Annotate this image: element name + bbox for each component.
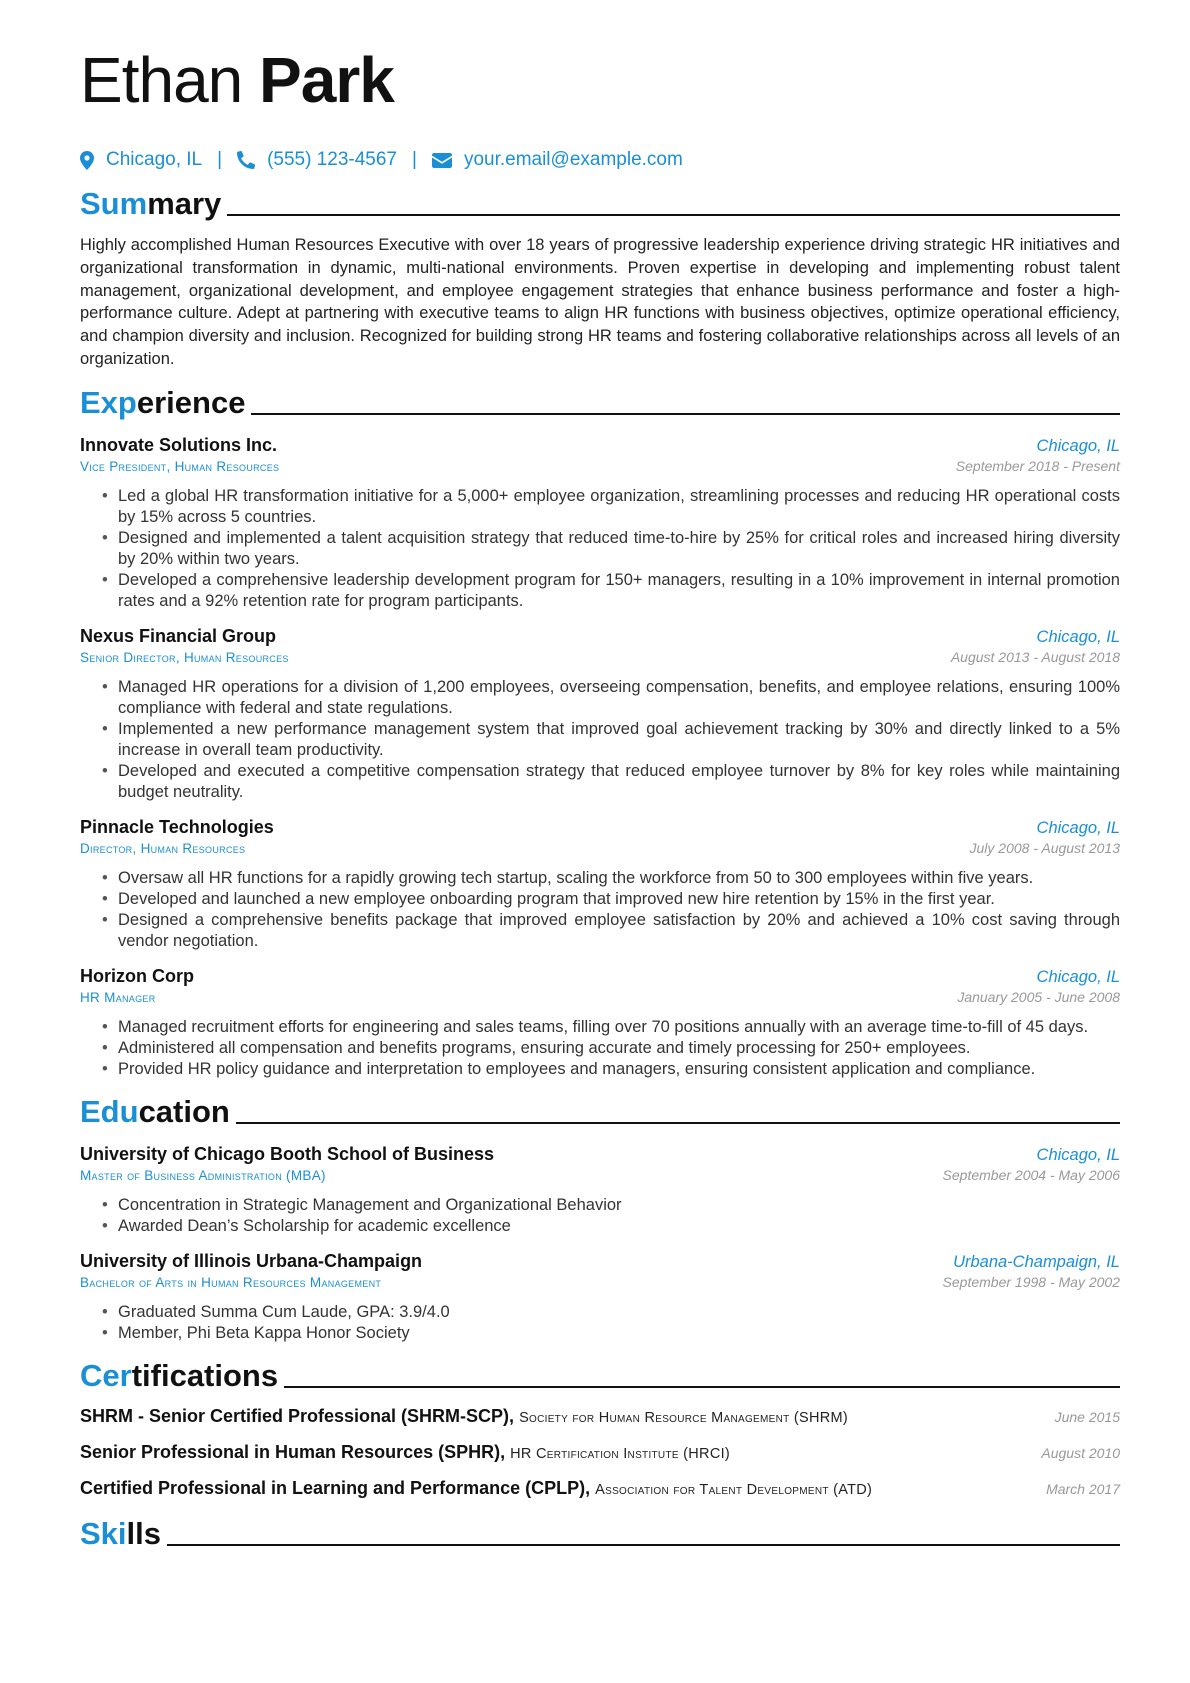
company-name: Pinnacle Technologies: [80, 816, 274, 837]
list-item: • Developed and launched a new employee onboarding program that improved new hire retention by 15% in the first year.: [102, 889, 1120, 910]
job-location: Chicago, IL: [1036, 818, 1120, 837]
job-location: Chicago, IL: [1036, 627, 1120, 646]
section-title-experience: Experience: [80, 384, 246, 420]
envelope-icon: [432, 153, 452, 168]
list-item: • Awarded Dean’s Scholarship for academic excellence: [102, 1216, 1120, 1237]
school-location: Urbana-Champaign, IL: [953, 1252, 1120, 1271]
degree: Master of Business Administration (MBA): [80, 1167, 326, 1183]
certification-name: Senior Professional in Human Resources (SPHR): [80, 1441, 501, 1462]
certification-item: Certified Professional in Learning and Performance (CPLP), Association for Talent Development (ATD) March 2017: [80, 1477, 1120, 1498]
school-name: University of Chicago Booth School of Business: [80, 1143, 495, 1164]
section-title-education: Education: [80, 1093, 230, 1129]
list-item: • Provided HR policy guidance and interpretation to employees and managers, ensuring consistent application and compliance.: [102, 1059, 1120, 1080]
section-title-certifications: Certifications: [80, 1357, 279, 1393]
job-title: Director, Human Resources: [80, 840, 246, 856]
bullet-list: [102, 677, 1120, 803]
education-dates: September 2004 - May 2006: [942, 1166, 1120, 1183]
certification-name: Certified Professional in Learning and Performance (CPLP): [80, 1477, 586, 1498]
list-item: • Graduated Summa Cum Laude, GPA: 3.9/4.0: [102, 1302, 1120, 1323]
contact-line: [80, 146, 1120, 174]
phone-icon: [237, 151, 255, 169]
map-pin-icon: [80, 151, 94, 170]
certification-date: August 2010: [1041, 1444, 1120, 1461]
list-item: • Concentration in Strategic Management and Organizational Behavior: [102, 1195, 1120, 1216]
resume-page: [80, 40, 1120, 1552]
certification-name: SHRM - Senior Certified Professional (SHRM-SCP): [80, 1405, 510, 1426]
summary-text: Highly accomplished Human Resources Executive with over 18 years of progressive leadership experience driving strategic HR initiatives and organizational transformation in dynamic, multi-national environments. Proven expertise in developing and implementing robust talent management, organizational development, and employee engagement strategies that enhance business performance and foster a high-performance culture. Adept at partnering with executive teams to align HR functions with business objectives, optimize operational efficiency, and champion diversity and inclusion. Recognized for building strong HR teams and fostering collaborative relationships across all levels of an organization.: [80, 236, 1120, 368]
education-entry: [80, 1249, 1120, 1344]
list-item: • Led a global HR transformation initiative for a 5,000+ employee organization, streamlining processes and reducing HR operational costs by 15% across 5 countries.: [102, 486, 1120, 528]
job-dates: July 2008 - August 2013: [969, 839, 1120, 856]
section-title-skills: Skills: [80, 1515, 161, 1551]
list-item: • Designed and implemented a talent acquisition strategy that reduced time-to-hire by 25% for critical roles and increased hiring diversity by 20% within two years.: [102, 528, 1120, 570]
list-item: • Designed a comprehensive benefits package that improved employee satisfaction by 20% and achieved a 10% cost saving through vendor negotiation.: [102, 910, 1120, 952]
company-name: Horizon Corp: [80, 965, 194, 986]
section-divider: [167, 1544, 1120, 1546]
experience-entry: [80, 815, 1120, 952]
certification-issuer: Association for Talent Development (ATD): [595, 1481, 873, 1498]
degree: Bachelor of Arts in Human Resources Management: [80, 1274, 382, 1290]
section-title-summary: Summary: [80, 186, 222, 221]
list-item: • Managed HR operations for a division of 1,200 employees, overseeing compensation, benefits, and employee relations, ensuring 100% compliance with federal and state regulations.: [102, 677, 1120, 719]
section-divider: [251, 413, 1120, 415]
list-item: • Managed recruitment efforts for engineering and sales teams, filling over 70 positions annually with an average time-to-fill of 45 days.: [102, 1017, 1120, 1038]
job-title: HR Manager: [80, 989, 156, 1005]
list-item: • Developed and executed a competitive compensation strategy that reduced employee turnover by 8% for key roles while maintaining budget neutrality.: [102, 761, 1120, 803]
location-text: Chicago, IL: [106, 149, 203, 170]
job-dates: August 2013 - August 2018: [950, 648, 1120, 665]
company-name: Innovate Solutions Inc.: [80, 434, 278, 455]
education-section-header: [80, 1094, 1120, 1130]
contact-location: [80, 149, 202, 171]
job-title: Vice President, Human Resources: [80, 458, 280, 474]
bullet-list: [102, 486, 1120, 612]
experience-entry: [80, 433, 1120, 612]
first-name: Ethan: [80, 44, 243, 116]
contact-separator: |: [412, 149, 417, 170]
summary-section-header: [80, 186, 1120, 222]
bullet-list: [102, 868, 1120, 952]
contact-separator: |: [217, 149, 223, 170]
certification-issuer: Society for Human Resource Management (SHRM): [519, 1409, 849, 1426]
contact-phone[interactable]: [237, 149, 397, 171]
phone-text: (555) 123-4567: [267, 149, 397, 170]
last-name: Park: [259, 44, 394, 116]
certification-date: March 2017: [1046, 1480, 1120, 1497]
experience-entry: [80, 624, 1120, 803]
job-title: Senior Director, Human Resources: [80, 649, 289, 665]
education-dates: September 1998 - May 2002: [942, 1273, 1120, 1290]
list-item: • Oversaw all HR functions for a rapidly growing tech startup, scaling the workforce from 50 to 300 employees within five years.: [102, 868, 1120, 889]
school-name: University of Illinois Urbana-Champaign: [80, 1250, 423, 1271]
certification-item: SHRM - Senior Certified Professional (SHRM-SCP), Society for Human Resource Management (SHRM) June 2015: [80, 1405, 1120, 1426]
candidate-name: [80, 40, 1120, 120]
email-text: your.email@example.com: [463, 149, 683, 170]
job-dates: September 2018 - Present: [955, 457, 1120, 474]
job-location: Chicago, IL: [1036, 436, 1120, 455]
job-location: Chicago, IL: [1036, 967, 1120, 986]
section-divider: [284, 1386, 1120, 1388]
bullet-list: [102, 1017, 1120, 1080]
certification-item: Senior Professional in Human Resources (SPHR), HR Certification Institute (HRCI) August 2010: [80, 1441, 1120, 1462]
list-item: • Developed a comprehensive leadership development program for 150+ managers, resulting in a 10% improvement in internal promotion rates and a 92% retention rate for program participants.: [102, 570, 1120, 612]
section-divider: [227, 214, 1120, 216]
bullet-list: [102, 1302, 1120, 1344]
contact-email[interactable]: [432, 149, 683, 171]
education-entry: [80, 1142, 1120, 1237]
list-item: • Member, Phi Beta Kappa Honor Society: [102, 1323, 1120, 1344]
skills-section-header: [80, 1516, 1120, 1552]
certifications-section-header: [80, 1358, 1120, 1394]
certification-date: June 2015: [1054, 1408, 1120, 1425]
experience-entry: [80, 964, 1120, 1080]
experience-section-header: [80, 385, 1120, 421]
job-dates: January 2005 - June 2008: [957, 988, 1120, 1005]
certification-issuer: HR Certification Institute (HRCI): [510, 1445, 731, 1462]
section-divider: [236, 1122, 1120, 1124]
school-location: Chicago, IL: [1036, 1145, 1120, 1164]
list-item: • Administered all compensation and benefits programs, ensuring accurate and timely processing for 250+ employees.: [102, 1038, 1120, 1059]
bullet-list: [102, 1195, 1120, 1237]
list-item: • Implemented a new performance management system that improved goal achievement tracking by 30% and directly linked to a 5% increase in overall team productivity.: [102, 719, 1120, 761]
company-name: Nexus Financial Group: [80, 625, 277, 646]
